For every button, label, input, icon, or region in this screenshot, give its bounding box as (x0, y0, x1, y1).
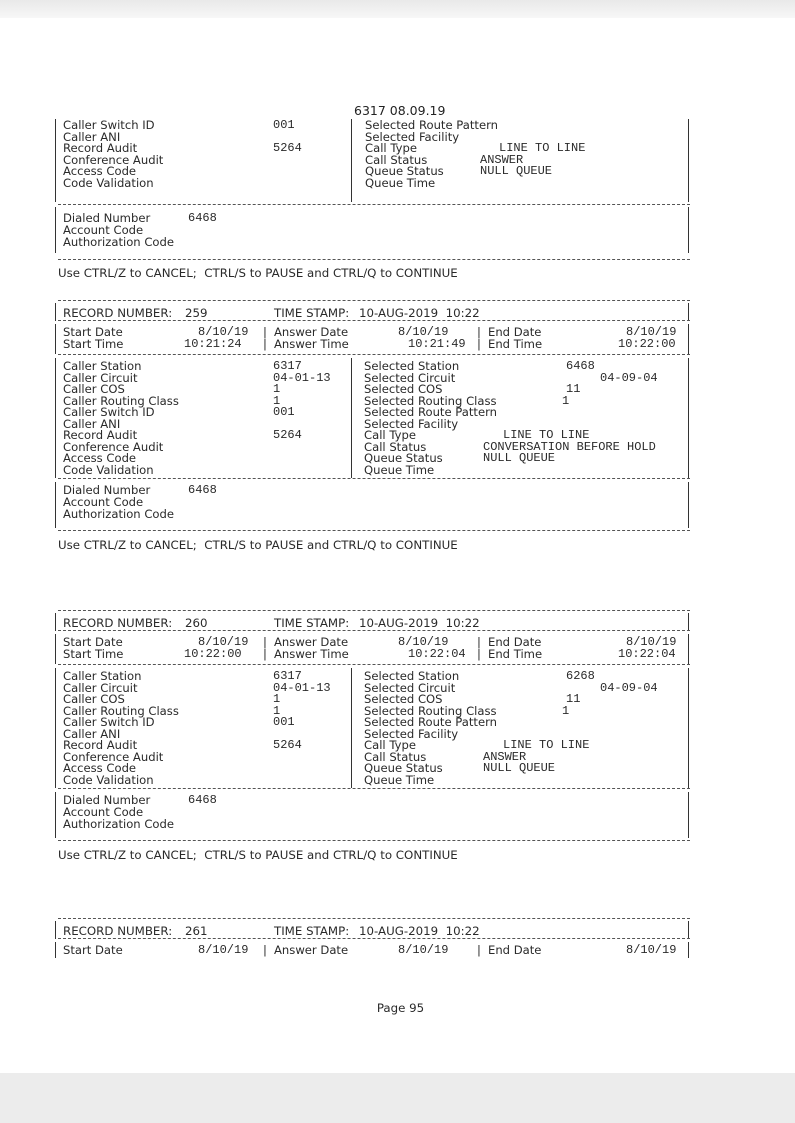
table-border (55, 634, 56, 664)
account-label: Account Code (63, 495, 144, 509)
selected-label: Selected Station (364, 359, 460, 373)
table-border (55, 358, 56, 478)
dialed-value: 6468 (188, 483, 217, 497)
table-border (55, 303, 56, 321)
start-date-label: Start Date (63, 325, 123, 339)
sep: | (263, 635, 267, 649)
selected-value: ANSWER (480, 152, 524, 167)
caller-label: Caller Switch ID (63, 405, 155, 419)
start-time-label: Start Time (63, 647, 124, 661)
selected-value: 11 (566, 692, 581, 706)
selected-value: 1 (562, 393, 570, 408)
caller-label: Caller Station (63, 359, 142, 373)
end-date-label: End Date (488, 943, 542, 957)
table-border (55, 119, 56, 202)
dashed-rule (58, 938, 690, 939)
caller-value: 1 (273, 393, 281, 408)
time-stamp-label: TIME STAMP: (274, 306, 350, 320)
caller-label: Record Audit (63, 738, 138, 752)
table-border (688, 792, 689, 838)
page-footer: Page 95 (376, 1001, 425, 1015)
selected-label: Call Type (364, 428, 416, 442)
account-label: Account Code (63, 805, 144, 819)
end-date: 8/10/19 (626, 943, 677, 957)
sep: | (263, 943, 267, 957)
start-time: 10:21:24 (184, 337, 242, 351)
answer-date: 8/10/19 (398, 635, 449, 649)
caller-label: Caller Switch ID (63, 715, 155, 729)
table-border (688, 358, 689, 478)
record-number: 260 (185, 616, 208, 630)
selected-value: LINE TO LINE (503, 738, 590, 752)
time-stamp: 10-AUG-2019 10:22 (359, 306, 480, 320)
table-border (688, 119, 689, 202)
caller-label: Conference Audit (63, 152, 164, 167)
selected-value: 6268 (566, 669, 595, 683)
selected-label: Queue Status (364, 761, 443, 775)
caller-label: Caller Circuit (63, 370, 138, 385)
sep: | (263, 325, 267, 339)
caller-value: 001 (273, 118, 295, 132)
caller-label: Code Validation (63, 462, 154, 477)
dashed-rule (58, 354, 690, 355)
caller-value: 1 (273, 692, 281, 706)
end-time: 10:22:04 (618, 647, 676, 661)
dashed-rule (58, 259, 690, 260)
caller-label: Caller Switch ID (63, 118, 155, 132)
selected-label: Selected Facility (365, 129, 460, 144)
caller-label: Code Validation (63, 176, 154, 190)
selected-value: 11 (566, 382, 581, 396)
dashed-rule (58, 204, 690, 205)
instruction-text: Use CTRL/Z to CANCEL; CTRL/S to PAUSE and CTRL/Q to CONTINUE (58, 266, 458, 280)
record-number-label: RECORD NUMBER: (63, 924, 173, 938)
auth-label: Authorization Code (63, 817, 175, 831)
table-border (55, 482, 56, 528)
end-date-label: End Date (488, 325, 542, 339)
account-label: Account Code (63, 223, 144, 237)
selected-label: Queue Time (365, 176, 436, 190)
caller-label: Conference Audit (63, 749, 164, 764)
auth-label: Authorization Code (63, 235, 175, 249)
selected-value: CONVERSATION BEFORE HOLD (483, 439, 656, 454)
end-time-label: End Time (488, 647, 543, 661)
caller-label: Caller Routing Class (63, 393, 179, 408)
start-date: 8/10/19 (198, 325, 249, 339)
table-border (55, 668, 56, 788)
caller-value: 1 (273, 382, 281, 396)
selected-label: Selected Routing Class (364, 393, 497, 408)
caller-value: 5264 (273, 428, 302, 442)
caller-label: Caller COS (63, 692, 125, 706)
caller-value: 5264 (273, 141, 302, 156)
table-border (55, 613, 56, 631)
table-border (55, 921, 56, 939)
table-border (688, 634, 689, 664)
caller-label: Access Code (63, 761, 137, 775)
caller-value: 04-01-13 (273, 370, 331, 385)
start-date: 8/10/19 (198, 943, 249, 957)
selected-label: Queue Time (364, 462, 435, 477)
caller-value: 1 (273, 703, 281, 718)
end-date: 8/10/19 (626, 325, 677, 339)
sep: | (263, 647, 267, 661)
caller-value: 001 (273, 405, 295, 419)
dashed-rule (58, 610, 690, 611)
selected-label: Selected Circuit (364, 370, 456, 385)
dashed-rule (58, 300, 690, 301)
record-number-label: RECORD NUMBER: (63, 616, 173, 630)
selected-label: Selected Route Pattern (364, 405, 497, 419)
dashed-rule (58, 478, 690, 479)
caller-label: Caller Station (63, 669, 142, 683)
table-border (688, 482, 689, 528)
start-time: 10:22:00 (184, 647, 242, 661)
answer-time: 10:22:04 (408, 647, 466, 661)
selected-value: NULL QUEUE (483, 761, 556, 775)
answer-date-label: Answer Date (274, 943, 349, 957)
dialed-label: Dialed Number (63, 483, 151, 497)
dashed-rule (58, 918, 690, 919)
table-border (55, 792, 56, 838)
end-time: 10:22:00 (618, 337, 676, 351)
caller-label: Code Validation (63, 772, 154, 787)
selected-value: 04-09-04 (600, 370, 658, 385)
dashed-rule (58, 630, 690, 631)
table-border (351, 119, 352, 202)
dashed-rule (58, 840, 690, 841)
caller-label: Caller ANI (63, 129, 121, 144)
selected-label: Selected COS (364, 382, 443, 396)
table-border (351, 358, 352, 478)
table-border (55, 324, 56, 354)
sep: | (477, 943, 481, 957)
answer-time-label: Answer Time (274, 647, 349, 661)
selected-value: 1 (562, 703, 570, 718)
answer-date-label: Answer Date (274, 325, 349, 339)
caller-label: Access Code (63, 164, 137, 179)
caller-label: Record Audit (63, 141, 138, 156)
sep: | (477, 325, 481, 339)
selected-label: Selected Route Pattern (365, 118, 498, 132)
dashed-rule (58, 320, 690, 321)
record-number: 259 (185, 306, 208, 320)
table-border (351, 668, 352, 788)
selected-label: Selected Routing Class (364, 703, 497, 718)
caller-value: 04-01-13 (273, 680, 331, 695)
caller-label: Conference Audit (63, 439, 164, 454)
caller-label: Caller ANI (63, 416, 121, 431)
selected-label: Selected Facility (364, 416, 459, 431)
caller-value: 5264 (273, 738, 302, 752)
selected-label: Selected COS (364, 692, 443, 706)
selected-label: Queue Time (364, 772, 435, 787)
selected-value: NULL QUEUE (480, 164, 553, 179)
caller-label: Caller COS (63, 382, 125, 396)
selected-value: 6468 (566, 359, 595, 373)
record-number-label: RECORD NUMBER: (63, 306, 173, 320)
selected-label: Call Status (364, 439, 427, 454)
selected-label: Call Status (365, 152, 428, 167)
selected-value: ANSWER (483, 749, 527, 764)
answer-date: 8/10/19 (398, 943, 449, 957)
sep: | (477, 337, 481, 351)
table-border (688, 207, 689, 253)
selected-label: Call Type (365, 141, 417, 156)
table-border (688, 303, 689, 321)
caller-label: Caller ANI (63, 726, 121, 741)
selected-label: Selected Route Pattern (364, 715, 497, 729)
start-time-label: Start Time (63, 337, 124, 351)
selected-label: Queue Status (365, 164, 444, 179)
dashed-rule (58, 788, 690, 789)
answer-time: 10:21:49 (408, 337, 466, 351)
selected-value: NULL QUEUE (483, 451, 556, 465)
selected-label: Queue Status (364, 451, 443, 465)
selected-value: 04-09-04 (600, 680, 658, 695)
selected-label: Call Status (364, 749, 427, 764)
instruction-text: Use CTRL/Z to CANCEL; CTRL/S to PAUSE and CTRL/Q to CONTINUE (58, 538, 458, 552)
table-border (688, 942, 689, 958)
end-date: 8/10/19 (626, 635, 677, 649)
dialed-label: Dialed Number (63, 211, 151, 225)
sep: | (263, 337, 267, 351)
time-stamp: 10-AUG-2019 10:22 (359, 616, 480, 630)
end-date-label: End Date (488, 635, 542, 649)
caller-label: Caller Routing Class (63, 703, 179, 718)
time-stamp: 10-AUG-2019 10:22 (359, 924, 480, 938)
time-stamp-label: TIME STAMP: (274, 616, 350, 630)
page-header: 6317 08.09.19 (354, 103, 446, 118)
start-date-label: Start Date (63, 635, 123, 649)
selected-label: Call Type (364, 738, 416, 752)
caller-value: 6317 (273, 359, 302, 373)
dashed-rule (58, 530, 690, 531)
sep: | (477, 647, 481, 661)
sep: | (477, 635, 481, 649)
selected-label: Selected Facility (364, 726, 459, 741)
table-border (688, 613, 689, 631)
table-border (55, 942, 56, 958)
caller-label: Caller Circuit (63, 680, 138, 695)
auth-label: Authorization Code (63, 507, 175, 521)
start-date: 8/10/19 (198, 635, 249, 649)
table-border (55, 207, 56, 253)
selected-value: LINE TO LINE (503, 428, 590, 442)
answer-date: 8/10/19 (398, 325, 449, 339)
end-time-label: End Time (488, 337, 543, 351)
selected-label: Selected Circuit (364, 680, 456, 695)
instruction-text: Use CTRL/Z to CANCEL; CTRL/S to PAUSE and CTRL/Q to CONTINUE (58, 848, 458, 862)
dialed-label: Dialed Number (63, 793, 151, 807)
caller-label: Record Audit (63, 428, 138, 442)
dashed-rule (58, 664, 690, 665)
table-border (688, 921, 689, 939)
caller-value: 6317 (273, 669, 302, 683)
selected-value: LINE TO LINE (499, 141, 586, 156)
dialed-value: 6468 (188, 793, 217, 807)
answer-date-label: Answer Date (274, 635, 349, 649)
start-date-label: Start Date (63, 943, 123, 957)
time-stamp-label: TIME STAMP: (274, 924, 350, 938)
answer-time-label: Answer Time (274, 337, 349, 351)
caller-value: 001 (273, 715, 295, 729)
record-number: 261 (185, 924, 208, 938)
table-border (688, 668, 689, 788)
dialed-value: 6468 (188, 211, 217, 225)
caller-label: Access Code (63, 451, 137, 465)
selected-label: Selected Station (364, 669, 460, 683)
table-border (688, 324, 689, 354)
